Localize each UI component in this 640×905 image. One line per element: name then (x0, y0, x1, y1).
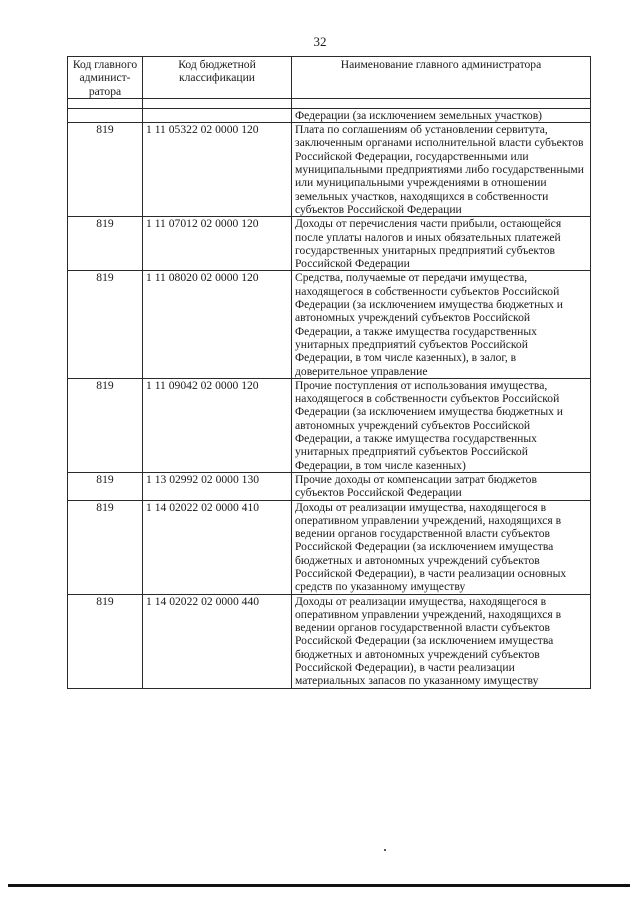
spacer-cell (143, 98, 292, 108)
admin-name-cell: Доходы от перечисления части прибыли, остающейся после уплаты налогов и иных обязательных платежей государственных унитарных предприятий субъектов Российской Федерации (292, 217, 591, 271)
budget-code-cell: 1 13 02992 02 0000 130 (143, 472, 292, 500)
bottom-rule (8, 884, 630, 887)
budget-code-cell: 1 11 09042 02 0000 120 (143, 378, 292, 472)
budget-code-cell: 1 11 05322 02 0000 120 (143, 123, 292, 217)
header-admin-code: Код главного админист-ратора (68, 57, 143, 99)
budget-code-cell: 1 14 02022 02 0000 410 (143, 500, 292, 594)
spacer-cell (292, 98, 591, 108)
spacer-row (68, 98, 591, 108)
admin-name-cell: Плата по соглашениям об установлении сервитута, заключенным органами исполнительной власти субъектов Российской Федерации, государственными или муниципальными предприятиями либо государственными или муниципальными учреждениями в отношении земельных участков, находящихся в собственности субъектов Российской Федерации (292, 123, 591, 217)
table-row (68, 378, 591, 472)
budget-code-cell: 1 14 02022 02 0000 440 (143, 594, 292, 688)
header-budget-code: Код бюджетной классификации (143, 57, 292, 99)
admin-code-cell: 819 (68, 472, 143, 500)
admin-code-cell: 819 (68, 217, 143, 271)
continuation-cell (143, 108, 292, 122)
continuation-cell (68, 108, 143, 122)
table-row (68, 217, 591, 271)
admin-code-cell: 819 (68, 378, 143, 472)
admin-name-cell: Средства, получаемые от передачи имущества, находящегося в собственности субъектов Российской Федерации (за исключением имущества бюджетных и автономных учреждений субъектов Российской Федерации, а также имущества государственных унитарных предприятий субъектов Российской Федерации, в том числе казенных), в залог, в доверительное управление (292, 271, 591, 378)
continuation-text: Федерации (за исключением земельных участков) (292, 108, 591, 122)
admin-name-cell: Доходы от реализации имущества, находящегося в оперативном управлении учреждений, находящихся в ведении органов государственной власти субъектов Российской Федерации (за исключением имущества бюджетных и автономных учреждений субъектов Российской Федерации), в части реализации материальных запасов по указанному имуществу (292, 594, 591, 688)
spacer-cell (68, 98, 143, 108)
admin-code-cell: 819 (68, 123, 143, 217)
admin-code-cell: 819 (68, 594, 143, 688)
budget-code-cell: 1 11 08020 02 0000 120 (143, 271, 292, 378)
table-header (68, 57, 591, 99)
admin-name-cell: Прочие поступления от использования имущества, находящегося в собственности субъектов Российской Федерации (за исключением имущества бюджетных и автономных учреждений субъектов Российской Федерации, а также имущества государственных унитарных предприятий субъектов Российской Федерации, в том числе казенных) (292, 378, 591, 472)
budget-codes-table (67, 56, 591, 689)
table-row (68, 271, 591, 378)
admin-code-cell: 819 (68, 500, 143, 594)
header-admin-name: Наименование главного администратора (292, 57, 591, 99)
admin-name-cell: Прочие доходы от компенсации затрат бюджетов субъектов Российской Федерации (292, 472, 591, 500)
scan-speck (384, 849, 386, 851)
admin-name-cell: Доходы от реализации имущества, находящегося в оперативном управлении учреждений, находящихся в ведении органов государственной власти субъектов Российской Федерации (за исключением имущества бюджетных и автономных учреждений субъектов Российской Федерации), в части реализации основных средств по указанному имуществу (292, 500, 591, 594)
table-row (68, 500, 591, 594)
page-number: 32 (313, 34, 327, 49)
continuation-row (68, 108, 591, 122)
table-row (68, 472, 591, 500)
table-row (68, 123, 591, 217)
admin-code-cell: 819 (68, 271, 143, 378)
table-row (68, 594, 591, 688)
budget-code-cell: 1 11 07012 02 0000 120 (143, 217, 292, 271)
